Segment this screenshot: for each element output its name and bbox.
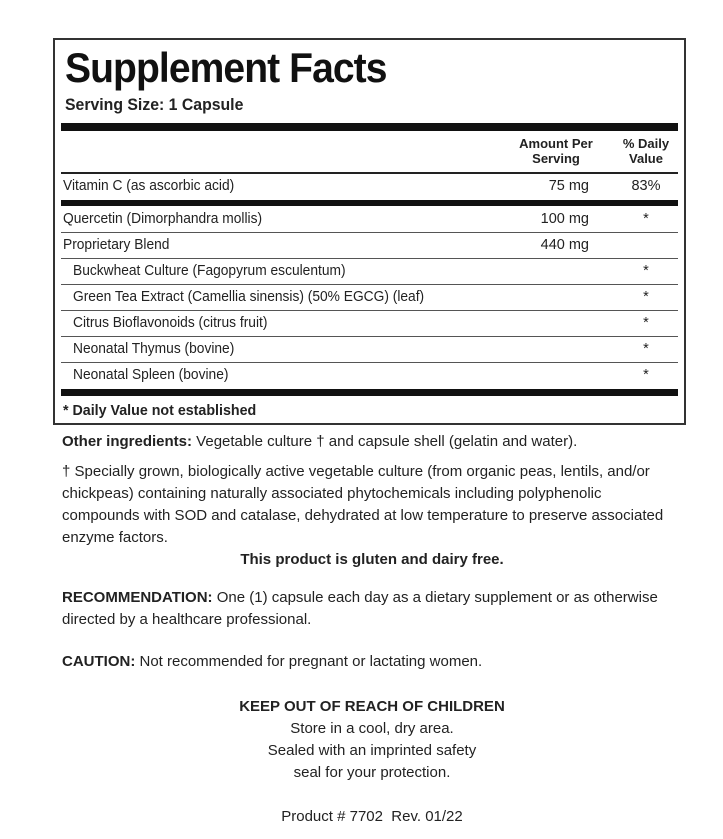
ingredient-row bbox=[61, 363, 678, 389]
ingredient-name: Quercetin (Dimorphandra mollis) bbox=[63, 211, 263, 227]
panel-title: Supplement Facts bbox=[65, 44, 387, 91]
keep-out-warning: KEEP OUT OF REACH OF CHILDREN bbox=[239, 698, 505, 715]
ingredient-name: Green Tea Extract (Camellia sinensis) (50% EGCG) (leaf) bbox=[73, 289, 425, 305]
ingredient-amount: 100 mg bbox=[540, 211, 589, 227]
thick-divider bbox=[61, 123, 678, 131]
storage-line-2: Sealed with an imprinted safety bbox=[267, 742, 477, 759]
ingredient-name: Neonatal Spleen (bovine) bbox=[73, 367, 229, 383]
recommendation bbox=[62, 587, 682, 631]
storage-line-1: Store in a cool, dry area. bbox=[290, 720, 454, 737]
ingredient-dv: * bbox=[643, 367, 649, 383]
ingredient-row bbox=[61, 207, 678, 233]
ingredient-dv: * bbox=[643, 289, 649, 305]
ingredient-name: Neonatal Thymus (bovine) bbox=[73, 341, 235, 357]
ingredient-row bbox=[61, 285, 678, 311]
nutrient-dv: 83% bbox=[631, 178, 661, 194]
nutrient-row bbox=[61, 174, 678, 200]
daily-value-footnote: * Daily Value not established bbox=[63, 402, 257, 419]
ingredient-row bbox=[61, 311, 678, 337]
ingredient-name: Proprietary Blend bbox=[63, 237, 170, 253]
ingredient-amount: 440 mg bbox=[540, 237, 589, 253]
ingredient-dv: * bbox=[643, 315, 649, 331]
ingredient-row bbox=[61, 337, 678, 363]
recommendation-text: One (1) capsule each day as a dietary supplement or as otherwise directed by a healthcare professional. bbox=[62, 589, 658, 628]
product-info: Product # 7702 Rev. 01/22 bbox=[281, 808, 463, 825]
daily-value-header: % Daily Value bbox=[622, 136, 670, 166]
caution-label: CAUTION: bbox=[62, 653, 136, 670]
ingredient-row bbox=[61, 233, 678, 259]
ingredient-name: Citrus Bioflavonoids (citrus fruit) bbox=[73, 315, 268, 331]
ingredient-dv: * bbox=[643, 263, 649, 279]
ingredient-dv: * bbox=[643, 211, 649, 227]
nutrient-name: Vitamin C (as ascorbic acid) bbox=[63, 178, 235, 194]
nutrient-amount: 75 mg bbox=[548, 178, 589, 194]
thick-divider-bottom bbox=[61, 389, 678, 396]
ingredient-dv: * bbox=[643, 341, 649, 357]
gluten-free-note: This product is gluten and dairy free. bbox=[240, 551, 504, 568]
amount-per-serving-header: Amount Per Serving bbox=[519, 136, 593, 166]
caution bbox=[62, 651, 682, 673]
other-ingredients-text: Vegetable culture † and capsule shell (gelatin and water). bbox=[192, 433, 578, 450]
caution-text: Not recommended for pregnant or lactating women. bbox=[135, 653, 483, 670]
other-ingredients bbox=[62, 431, 682, 453]
other-ingredients-label: Other ingredients: bbox=[62, 433, 193, 450]
ingredient-row bbox=[61, 259, 678, 285]
medium-divider bbox=[61, 200, 678, 206]
storage-line-3: seal for your protection. bbox=[293, 764, 451, 781]
supplement-facts-panel bbox=[53, 38, 686, 425]
recommendation-label: RECOMMENDATION: bbox=[62, 589, 213, 606]
culture-note: † Specially grown, biologically active vegetable culture (from organic peas, lentils, and/or chickpeas) containing naturally associated phytochemicals including polyphenolic compounds with SOD and catalase, dehydrated at low temperature to preserve associated enzyme factors. bbox=[62, 463, 664, 546]
serving-size: Serving Size: 1 Capsule bbox=[65, 95, 244, 114]
ingredient-name: Buckwheat Culture (Fagopyrum esculentum) bbox=[73, 263, 346, 279]
